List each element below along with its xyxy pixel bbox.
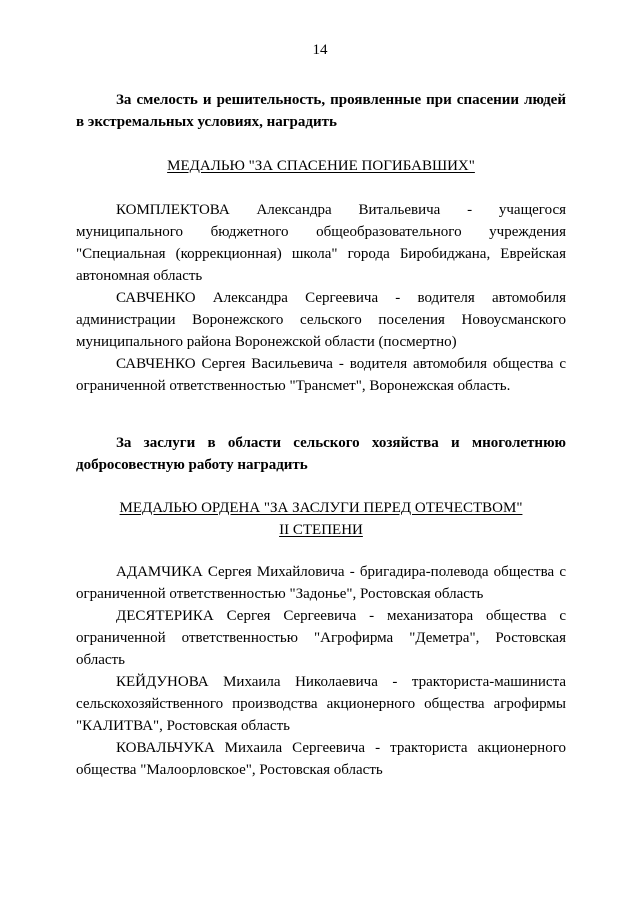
section-2-intro: За заслуги в области сельского хозяйства и многолетнюю добросовестную работу наградить: [76, 435, 566, 473]
recipient-entry: АДАМЧИКА Сергея Михайловича - бригадира-полевода общества с ограниченной ответственностью "Задонье", Ростовская область: [76, 564, 566, 602]
recipient-entry: КЕЙДУНОВА Михаила Николаевича - тракториста-машиниста сельскохозяйственного производства акционерного общества агрофирмы "КАЛИТВА", Ростовская область: [76, 674, 566, 734]
page-number: 14: [312, 42, 328, 58]
section-1-award-title: МЕДАЛЬЮ "ЗА СПАСЕНИЕ ПОГИБАВШИХ": [167, 158, 475, 174]
recipient-entry: КОВАЛЬЧУКА Михаила Сергеевича - тракториста акционерного общества "Малоорловское", Ростовская область: [76, 740, 566, 778]
recipient-entry: САВЧЕНКО Сергея Васильевича - водителя автомобиля общества с ограниченной ответственностью "Трансмет", Воронежская область.: [76, 356, 566, 394]
section-1-recipient-list: [76, 199, 566, 397]
recipient-entry: ДЕСЯТЕРИКА Сергея Сергеевича - механизатора общества с ограниченной ответственностью "Агрофирма "Деметра", Ростовская область: [76, 608, 566, 668]
recipient-entry: САВЧЕНКО Александра Сергеевича - водителя автомобиля администрации Воронежского сельского поселения Новоусманского муниципального района Воронежской области (посмертно): [76, 290, 566, 350]
award-title-line: МЕДАЛЬЮ ОРДЕНА "ЗА ЗАСЛУГИ ПЕРЕД ОТЕЧЕСТВОМ": [119, 500, 523, 516]
section-2-recipient-list: [76, 561, 566, 781]
recipient-entry: КОМПЛЕКТОВА Александра Витальевича - учащегося муниципального бюджетного общеобразовательного учреждения "Специальная (коррекционная) школа" города Биробиджана, Еврейская автономная область: [76, 202, 566, 284]
section-2-award-title: [76, 497, 566, 541]
award-title-line: II СТЕПЕНИ: [279, 522, 363, 538]
section-1-intro: За смелость и решительность, проявленные при спасении людей в экстремальных условиях, наградить: [76, 92, 566, 130]
